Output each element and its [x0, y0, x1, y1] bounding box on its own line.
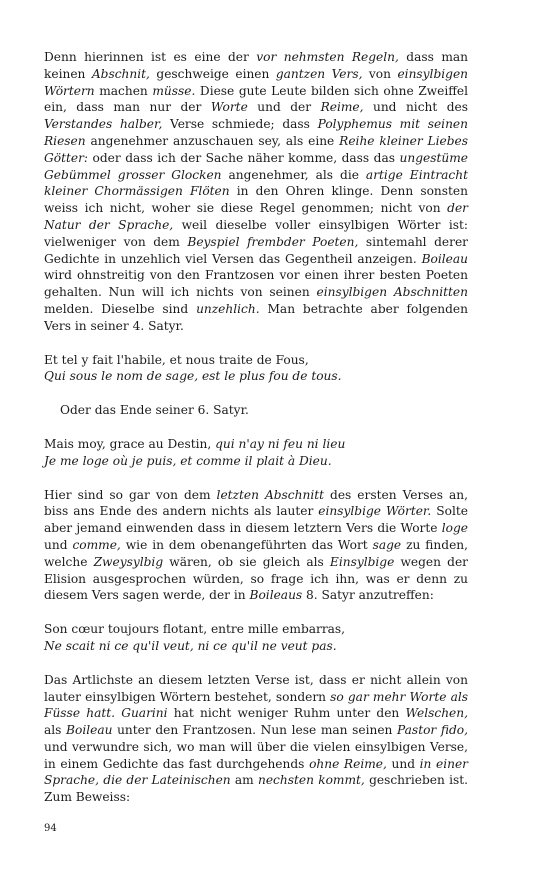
italic-text: der Natur der Sprache,	[44, 201, 468, 232]
italic-text: ungestüme Gebümmel grosser Glocken	[44, 150, 468, 182]
text-run: melden. Dieselbe sind	[44, 301, 197, 316]
text-run: und der	[247, 100, 321, 115]
italic-text: sage	[372, 537, 402, 552]
italic-text: vor nehmsten Regeln,	[256, 50, 399, 64]
text-run: Et tel y fait l'habile, et nous traite de Fous,	[44, 352, 309, 367]
verse-satire-8	[44, 621, 468, 655]
text-run: hat nicht weniger Ruhm unter den	[167, 706, 406, 721]
text-run: von	[362, 66, 398, 81]
text-run: geschweige einen	[149, 66, 276, 81]
italic-text: Reime,	[320, 100, 364, 115]
italic-text: einsylbigen Wörtern	[44, 66, 469, 98]
italic-text: Beyspiel frembder Poeten,	[187, 234, 359, 249]
italic-text: Polyphemus mit seinen Riesen	[44, 117, 468, 148]
text-run: und nicht des	[363, 100, 469, 115]
text-run: und	[44, 537, 73, 552]
italic-text: Zweysylbig	[93, 554, 164, 569]
italic-text: Verstandes halber,	[44, 117, 163, 132]
paragraph-guarini	[44, 672, 468, 806]
text-run: zu finden, welche	[44, 537, 469, 569]
text-run: geschrieben ist. Zum Beweiss:	[44, 773, 468, 805]
italic-text: in einer Sprache, die der Lateinischen	[44, 756, 469, 788]
text-run: dass man keinen	[44, 50, 468, 81]
text-run: Son cœur toujours flotant, entre mille embarras,	[44, 622, 346, 637]
text-run: Solte aber jemand einwenden dass in diesem letztern Vers die Worte	[44, 504, 468, 536]
italic-text: gantzen Vers,	[275, 66, 363, 81]
text-run: und	[386, 756, 420, 771]
text-run: und verwundre sich, wo man will über die vielen einsylbigen Verse, in einem Gedichte das fast durchgehends	[44, 739, 468, 771]
italic-text: Boileaus	[249, 588, 303, 603]
italic-text: nechsten kommt,	[257, 773, 365, 788]
italic-text: Qui sous le nom de sage, est le plus fou de tous.	[44, 369, 342, 384]
italic-text: einsylbige Wörter.	[318, 504, 432, 519]
italic-text: comme,	[72, 537, 121, 552]
text-run: Mais moy, grace au Destin,	[44, 436, 216, 451]
verse-satire-4	[44, 352, 468, 386]
text-run: Verse schmiede; dass	[162, 117, 318, 132]
italic-text: so gar mehr Worte als Füsse hatt. Guarini	[44, 689, 468, 721]
italic-text: Ne scait ni ce qu'il veut, ni ce qu'il ne veut pas.	[44, 638, 337, 653]
italic-text: Pastor fido,	[397, 723, 469, 738]
italic-text: qui n'ay ni feu ni lieu	[215, 436, 346, 451]
text-run: sintemahl derer Gedichte in unzehlich viel Versen das Gegentheil anzeigen.	[44, 234, 468, 266]
text-run: am	[230, 773, 258, 788]
text-run: in den Ohren klinge. Denn sonsten weiss ich nicht, woher sie diese Regel genommen; nicht von	[44, 184, 468, 216]
italic-text: Welschen,	[405, 706, 468, 721]
text-run: Diese gute Leute bilden sich ohne Zweiffel ein, dass man nur der	[44, 83, 468, 115]
text-run: wie in dem obenangeführten das Wort	[120, 537, 373, 552]
italic-text: letzten Abschnitt	[216, 487, 325, 502]
page-text	[44, 49, 468, 806]
italic-text: einsylbigen Abschnitten	[316, 285, 468, 300]
italic-text: Boileau	[421, 251, 468, 266]
text-run: angenehmer, als die	[221, 167, 366, 182]
verse-satire-6	[44, 436, 468, 470]
italic-text: ohne Reime,	[309, 756, 387, 771]
text-run: weil dieselbe voller einsylbigen Wörter ist: vielweniger von dem	[44, 217, 468, 249]
text-run: des ersten Verses an, biss ans Ende des andern nichts als lauter	[44, 487, 469, 519]
italic-text: Je me loge où je puis, et comme il plait à Dieu.	[44, 453, 332, 468]
italic-text: Einsylbige	[329, 554, 395, 569]
text-run: Denn hierinnen ist es eine der	[44, 50, 257, 64]
text-run: wird ohnstreitig von den Frantzosen vor einen ihrer besten Poeten gehalten. Nun will ich nichts von seinen	[44, 268, 468, 300]
italic-text: loge	[441, 521, 468, 536]
text-run: Das Artlichste an diesem letzten Verse ist, dass er nicht allein von lauter einsylbigen Wörtern bestehet, sondern	[44, 672, 468, 704]
italic-text: Worte	[210, 100, 248, 115]
text-run: Oder das Ende seiner 6. Satyr.	[60, 403, 249, 418]
italic-text: unzehlich.	[196, 301, 260, 316]
text-run: wegen der Elision ausgesprochen würden, so frage ich ihn, was er denn zu diesem Vers sagen werde, der in	[44, 554, 468, 603]
italic-text: Abschnit,	[91, 66, 150, 81]
paragraph-satire-6-intro	[44, 402, 468, 419]
text-run: unter den Frantzosen. Nun lese man seinen	[112, 723, 398, 738]
italic-text: Reihe kleiner Liebes Götter:	[44, 133, 468, 165]
text-run: oder dass ich der Sache näher komme, dass das	[88, 150, 400, 165]
text-run: machen	[94, 83, 153, 98]
italic-text: Boileau	[66, 723, 113, 738]
text-run: angenehmer anzuschauen sey, als eine	[85, 133, 340, 148]
italic-text: müsse.	[152, 83, 196, 98]
paragraph-intro	[44, 49, 468, 335]
text-run: Man betrachte aber folgenden Vers in seiner 4. Satyr.	[44, 301, 468, 333]
text-run: 8. Satyr anzutreffen:	[302, 588, 434, 603]
text-run: als	[44, 723, 67, 738]
paragraph-analysis	[44, 487, 468, 605]
text-run: Hier sind so gar von dem	[44, 487, 217, 502]
italic-text: artige Eintracht kleiner Chormässigen Flöten	[44, 167, 469, 199]
page-number: 94	[44, 823, 57, 834]
text-run: wären, ob sie gleich als	[163, 554, 330, 569]
